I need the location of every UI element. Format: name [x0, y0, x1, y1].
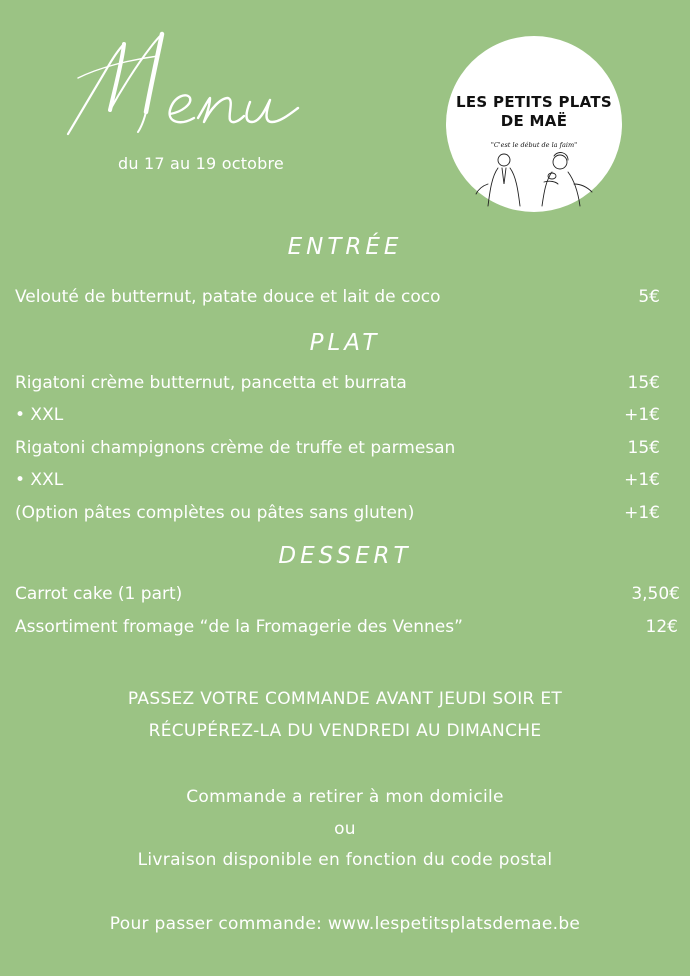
- menu-title: [58, 7, 368, 152]
- menu-item: [15, 584, 680, 612]
- item-name: • XXL: [15, 470, 64, 490]
- item-price: 3,50€: [631, 584, 680, 604]
- menu-item: [15, 470, 680, 498]
- logo-line-1: LES PETITS PLATS: [456, 93, 612, 111]
- item-name: Rigatoni crème butternut, pancetta et burrata: [15, 373, 407, 393]
- or-separator: ou: [334, 819, 356, 839]
- order-deadline-line-2: RÉCUPÉREZ-LA DU VENDREDI AU DIMANCHE: [148, 721, 542, 741]
- menu-item: [15, 287, 680, 315]
- logo-title: [446, 93, 622, 131]
- menu-item: [15, 373, 680, 401]
- item-name: (Option pâtes complètes ou pâtes sans gluten): [15, 503, 415, 523]
- logo-line-2: DE MAË: [500, 112, 568, 130]
- section-heading-dessert: DESSERT: [278, 543, 412, 569]
- menu-dates: du 17 au 19 octobre: [118, 154, 284, 173]
- item-name: Assortiment fromage “de la Fromagerie des Vennes”: [15, 617, 463, 637]
- item-price: 5€: [638, 287, 660, 307]
- menu-item: [15, 405, 680, 433]
- item-name: Velouté de butternut, patate douce et lait de coco: [15, 287, 441, 307]
- chefs-illustration: [474, 150, 594, 206]
- item-name: • XXL: [15, 405, 64, 425]
- item-price: +1€: [624, 503, 660, 523]
- delivery-info: Livraison disponible en fonction du code postal: [137, 850, 553, 870]
- section-heading-plat: PLAT: [309, 330, 381, 356]
- order-deadline-line-1: PASSEZ VOTRE COMMANDE AVANT JEUDI SOIR ET: [127, 689, 563, 709]
- item-price: 15€: [627, 438, 660, 458]
- brand-logo: [446, 36, 622, 212]
- order-website: Pour passer commande: www.lespetitsplatsdemae.be: [109, 914, 581, 934]
- item-price: 12€: [645, 617, 678, 637]
- item-price: +1€: [624, 470, 660, 490]
- logo-tagline: "C'est le début de la faim": [490, 141, 578, 149]
- menu-item: [15, 438, 680, 466]
- item-name: Carrot cake (1 part): [15, 584, 183, 604]
- item-name: Rigatoni champignons crème de truffe et parmesan: [15, 438, 456, 458]
- item-price: +1€: [624, 405, 660, 425]
- section-heading-entree: ENTRÉE: [287, 234, 403, 260]
- item-price: 15€: [627, 373, 660, 393]
- menu-item: [15, 617, 680, 645]
- menu-title-text: Menu: [58, 7, 102, 26]
- menu-item: [15, 503, 680, 531]
- pickup-info: Commande a retirer à mon domicile: [186, 787, 504, 807]
